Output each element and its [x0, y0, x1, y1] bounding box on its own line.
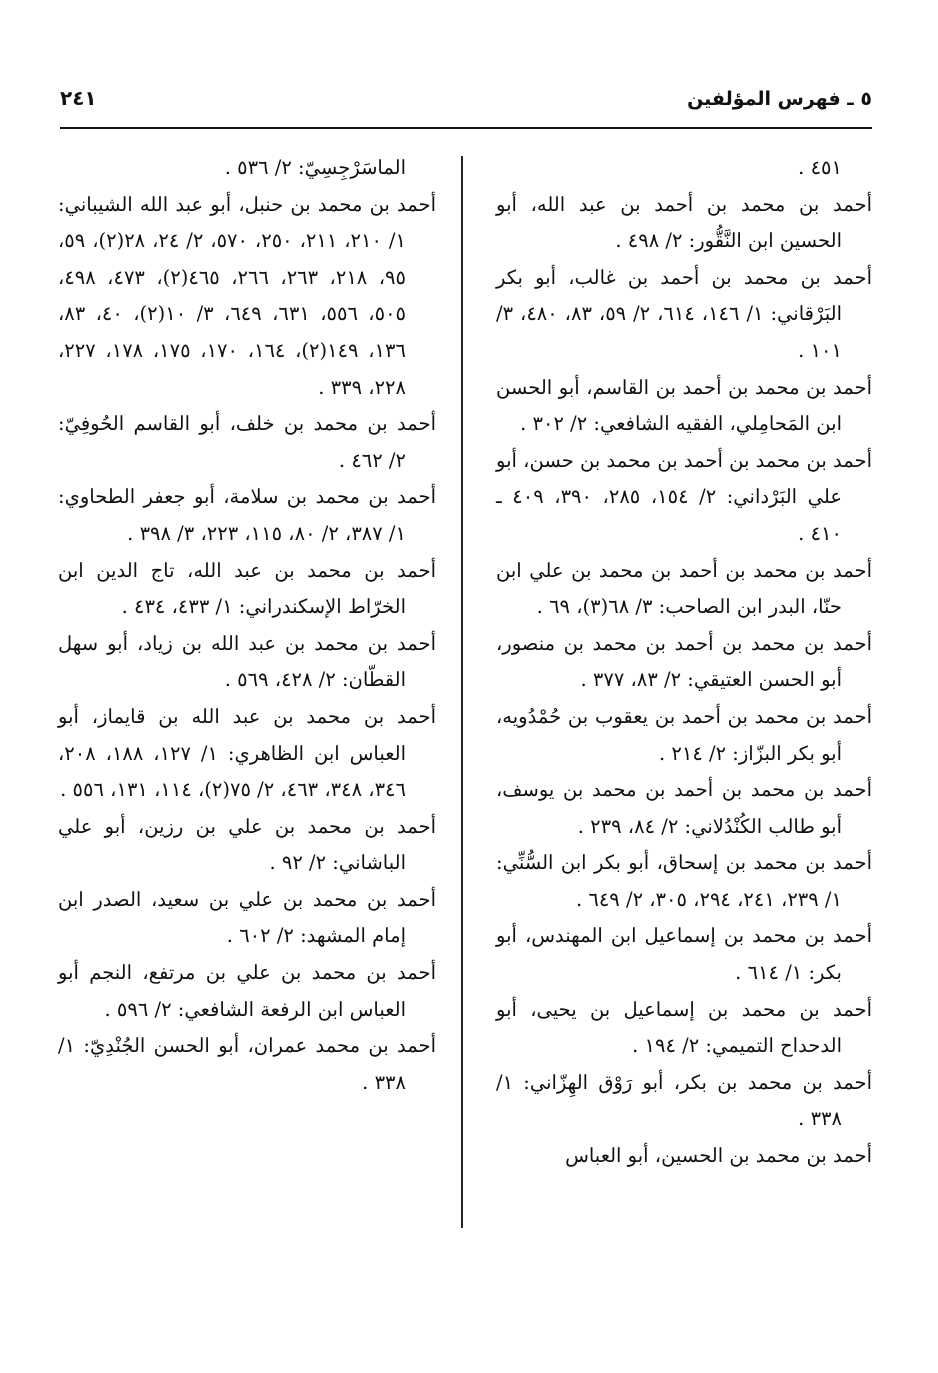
- index-entry: أحمد بن محمد بن حنبل، أبو عبد الله الشيباني: ١/ ٢١٠، ٢١١، ٢٥٠، ٥٧٠، ٢/ ٢٤، ٢٨(٢)، ٥٩، ٩٥، ٢١٨، ٢٦٣، ٢٦٦، ٤٦٥(٢)، ٤٧٣، ٤٩٨، ٥٠٥، ٥٥٦، ٦٣١، ٦٤٩، ٣/ ١٠(٢)، ٤٠، ٨٣، ١٣٦، ١٤٩(٢)، ١٦٤، ١٧٠، ١٧٥، ١٧٨، ٢٢٧، ٢٢٨، ٣٣٩ .: [58, 192, 436, 399]
- index-entry: أحمد بن محمد بن إسماعيل بن يحيى، أبو الدحداح التميمي: ٢/ ١٩٤ .: [496, 997, 872, 1058]
- index-entry: أحمد بن محمد بن خلف، أبو القاسم الحُوفِيّ: ٢/ ٤٦٢ .: [58, 412, 436, 472]
- index-entry: أحمد بن محمد بن أحمد بن محمد بن حسن، أبو علي البَرْداني: ٢/ ١٥٤، ٢٨٥، ٣٩٠، ٤٠٩ ـ ٤١٠ .: [496, 448, 872, 545]
- index-entry: أحمد بن محمد بن عبد الله بن زياد، أبو سهل القطّان: ٢/ ٤٢٨، ٥٦٩ .: [58, 631, 436, 692]
- index-entry: أحمد بن محمد بن أحمد بن محمد بن منصور، أبو الحسن العتيقي: ٢/ ٨٣، ٣٧٧ .: [496, 631, 872, 692]
- right-column: [496, 150, 872, 1175]
- chapter-title: ٥ ـ فهرس المؤلفين: [687, 88, 872, 110]
- index-entry: أحمد بن محمد بن علي بن رزين، أبو علي الباشاني: ٢/ ٩٢ .: [58, 814, 436, 875]
- index-entry: أحمد بن محمد بن عبد الله بن قايماز، أبو العباس ابن الظاهري: ١/ ١٢٧، ١٨٨، ٢٠٨، ٣٤٦، ٣٤٨، ٤٦٣، ٢/ ٧٥(٢)، ١١٤، ١٣١، ٥٥٦ .: [58, 704, 436, 802]
- index-entry: أحمد بن محمد بن علي بن سعيد، الصدر ابن إمام المشهد: ٢/ ٦٠٢ .: [58, 887, 436, 948]
- index-entry: أحمد بن محمد بن أحمد بن يعقوب بن حُمْدُويه، أبو بكر البزّاز: ٢/ ٢١٤ .: [496, 704, 872, 765]
- index-entry: أحمد بن محمد بن إسماعيل ابن المهندس، أبو بكر: ١/ ٦١٤ .: [496, 924, 872, 985]
- page-number: ٢٤١: [60, 86, 97, 110]
- index-entry: أحمد بن محمد بن عبد الله، تاج الدين ابن الخرّاط الإسكندراني: ١/ ٤٣٣، ٤٣٤ .: [58, 558, 436, 619]
- page-header: [60, 84, 872, 118]
- index-entry: الماسَرْجِسِيّ: ٢/ ٥٣٦ .: [224, 156, 406, 179]
- index-entry: أحمد بن محمد بن علي بن مرتفع، النجم أبو العباس ابن الرفعة الشافعي: ٢/ ٥٩٦ .: [58, 961, 436, 1021]
- index-entry: أحمد بن محمد بن إسحاق، أبو بكر ابن السُّنِّي: ١/ ٢٣٩، ٢٤١، ٢٩٤، ٣٠٥، ٢/ ٦٤٩ .: [496, 851, 872, 911]
- index-entry: أحمد بن محمد بن أحمد بن القاسم، أبو الحسن ابن المَحامِلي، الفقيه الشافعي: ٢/ ٣٠٢ .: [496, 375, 872, 436]
- index-entry: أحمد بن محمد بن الحسين، أبو العباس: [565, 1144, 872, 1168]
- index-entry: أحمد بن محمد بن أحمد بن محمد بن يوسف، أبو طالب الكُنْدُلاني: ٢/ ٨٤، ٢٣٩ .: [496, 778, 872, 838]
- index-entry: أحمد بن محمد عمران، أبو الحسن الجُنْدِيّ: ١/ ٣٣٨ .: [58, 1034, 436, 1094]
- header-rule: [60, 127, 872, 129]
- index-entry: ٤٥١ .: [798, 156, 842, 179]
- column-divider: [461, 156, 463, 1228]
- index-entry: أحمد بن محمد بن أحمد بن محمد بن علي ابن حنّا، البدر ابن الصاحب: ٣/ ٦٨(٣)، ٦٩ .: [496, 558, 872, 619]
- index-entry: أحمد بن محمد بن سلامة، أبو جعفر الطحاوي: ١/ ٣٨٧، ٢/ ٨٠، ١١٥، ٢٢٣، ٣/ ٣٩٨ .: [58, 485, 436, 545]
- index-entry: أحمد بن محمد بن أحمد بن غالب، أبو بكر البَرْقاني: ١/ ١٤٦، ٦١٤، ٢/ ٥٩، ٨٣، ٤٨٠، ٣/ ١٠١ .: [496, 265, 872, 362]
- left-column: [58, 150, 436, 1101]
- index-entry: أحمد بن محمد بن بكر، أبو رَوْق الهِزّاني: ١/ ٣٣٨ .: [496, 1070, 872, 1131]
- index-entry: أحمد بن محمد بن أحمد بن عبد الله، أبو الحسين ابن النَّقُّور: ٢/ ٤٩٨ .: [496, 192, 872, 253]
